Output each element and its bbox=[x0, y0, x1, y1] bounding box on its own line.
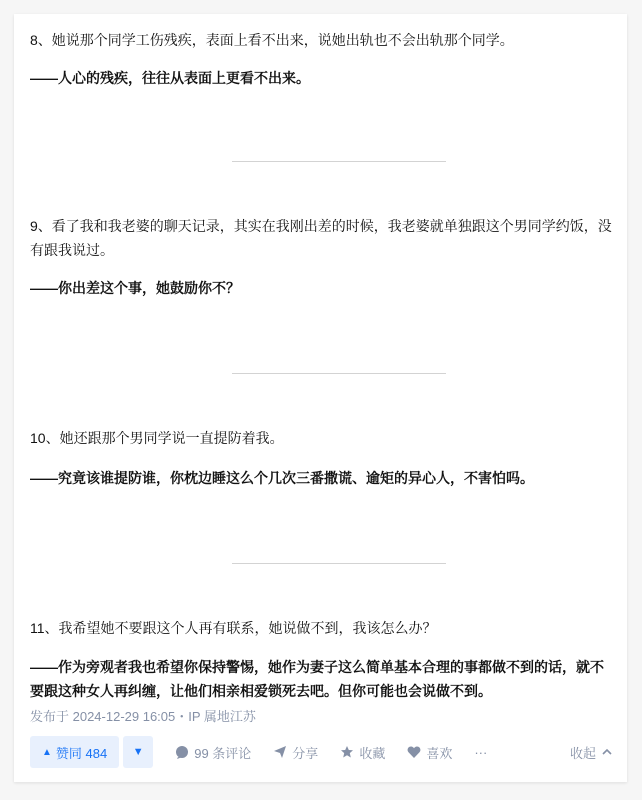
paragraph-11-reply: ——作为旁观者我也希望你保持警惕，她作为妻子这么简单基本合理的事都做不到的话，就不要跟这种女人再纠缠，让他们相亲相爱锁死去吧。但你可能也会说做不到。 bbox=[30, 659, 604, 699]
star-icon bbox=[340, 745, 354, 759]
upvote-label: 赞同 484 bbox=[55, 745, 108, 761]
collapse-label: 收起 bbox=[569, 745, 596, 761]
comments-label: 99 条评论 bbox=[194, 745, 252, 761]
paragraph-10-reply: ——究竟该谁提防谁，你枕边睡这么个几次三番撒谎、逾矩的异心人，不害怕吗。 bbox=[30, 470, 534, 486]
favorite-button[interactable] bbox=[340, 743, 385, 762]
favorite-label: 收藏 bbox=[359, 745, 386, 761]
paragraph-9-reply: ——你出差这个事，她鼓励你不？ bbox=[30, 280, 240, 296]
share-label: 分享 bbox=[292, 745, 319, 761]
collapse-button[interactable] bbox=[570, 743, 613, 762]
downvote-button[interactable] bbox=[123, 736, 153, 768]
paragraph-8-question: 8、她说那个同学工伤残疾，表面上看不出来，说她出轨也不会出轨那个同学。 bbox=[30, 32, 514, 48]
chevron-up-icon bbox=[601, 746, 613, 758]
publish-meta: 发布于 2024-12-29 16:05・IP 属地江苏 bbox=[30, 709, 256, 724]
share-button[interactable] bbox=[273, 743, 318, 762]
like-button[interactable] bbox=[407, 743, 452, 762]
like-label: 喜欢 bbox=[426, 745, 453, 761]
section-divider bbox=[232, 161, 446, 162]
more-label: ··· bbox=[474, 744, 488, 760]
section-divider bbox=[232, 563, 446, 564]
upvote-button[interactable] bbox=[30, 736, 119, 768]
comments-button[interactable] bbox=[175, 743, 251, 762]
paragraph-8-reply: ——人心的残疾，往往从表面上更看不出来。 bbox=[30, 70, 310, 86]
paragraph-11-question: 11、我希望她不要跟这个人再有联系，她说做不到，我该怎么办？ bbox=[30, 620, 437, 636]
paragraph-9-question: 9、看了我和我老婆的聊天记录，其实在我刚出差的时候，我老婆就单独跟这个男同学约饭，没有跟我说过。 bbox=[30, 218, 612, 258]
triangle-up-icon: ▲ bbox=[42, 746, 52, 758]
paragraph-10-question: 10、她还跟那个男同学说一直提防着我。 bbox=[30, 430, 284, 446]
triangle-down-icon: ▼ bbox=[132, 746, 144, 758]
section-divider bbox=[232, 373, 446, 374]
heart-icon bbox=[407, 745, 421, 759]
more-button[interactable] bbox=[474, 745, 487, 760]
paper-plane-icon bbox=[273, 745, 287, 759]
comment-bubble-icon bbox=[175, 745, 189, 759]
answer-card bbox=[14, 14, 627, 782]
action-bar bbox=[30, 736, 613, 768]
